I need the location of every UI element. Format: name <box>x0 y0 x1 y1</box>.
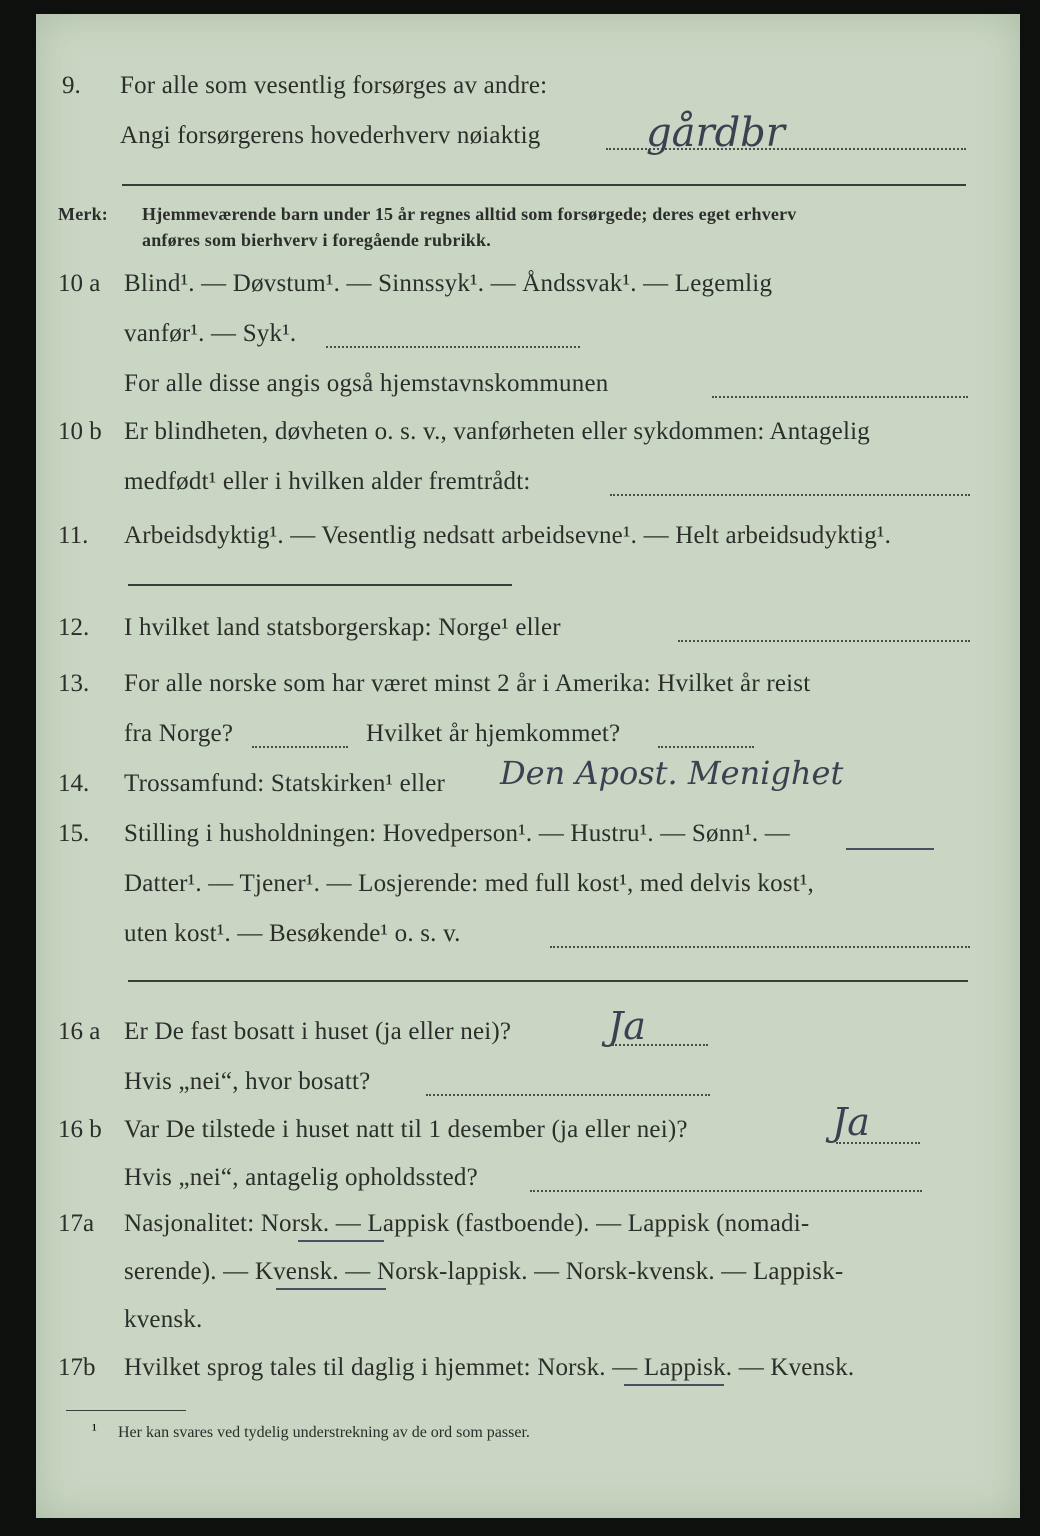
item-number: 12. <box>58 614 90 641</box>
item-text: Hvis „nei“, hvor bosatt? <box>124 1068 371 1095</box>
underline-mark <box>276 1288 386 1290</box>
item-number: 15. <box>58 820 90 847</box>
underline-mark <box>298 1240 384 1242</box>
answer-line <box>122 184 966 186</box>
answer-line <box>530 1190 922 1192</box>
handwritten-answer: gårdbr <box>646 110 785 156</box>
item-text: For alle som vesentlig forsørges av andre: <box>120 72 548 99</box>
item-text: vanfør¹. — Syk¹. <box>124 320 297 347</box>
item-text: fra Norge? <box>124 720 234 747</box>
item-text: kvensk. <box>124 1306 203 1333</box>
item-text: Angi forsørgerens hovederhverv nøiaktig <box>120 122 541 149</box>
item-text: Er blindheten, døvheten o. s. v., vanførheten eller sykdommen: Antagelig <box>124 418 870 445</box>
note-text: Hjemmeværende barn under 15 år regnes alltid som forsørgede; deres eget erhverv <box>142 204 797 224</box>
item-number: 13. <box>58 670 90 697</box>
item-text: Hvilket sprog tales til daglig i hjemmet: Norsk. — Lappisk. — Kvensk. <box>124 1354 855 1381</box>
item-text: Hvis „nei“, antagelig opholdssted? <box>124 1164 478 1191</box>
item-number: 17a <box>58 1210 95 1237</box>
answer-line <box>612 1044 708 1046</box>
item-text: Stilling i husholdningen: Hovedperson¹. — Hustru¹. — Sønn¹. — <box>124 820 790 847</box>
item-number: 10 b <box>58 418 102 445</box>
item-number: 16 b <box>58 1116 102 1143</box>
handwritten-answer: Ja <box>832 1100 870 1144</box>
item-text: Arbeidsdyktig¹. — Vesentlig nedsatt arbeidsevne¹. — Helt arbeidsudyktig¹. <box>124 522 892 549</box>
item-number: 9. <box>62 72 81 99</box>
note-text: anføres som bierhverv i foregående rubrikk. <box>142 230 491 250</box>
item-text: Nasjonalitet: Norsk. — Lappisk (fastboende). — Lappisk (nomadi- <box>124 1210 810 1237</box>
item-text: Var De tilstede i huset natt til 1 desember (ja eller nei)? <box>124 1116 688 1143</box>
item-number: 10 a <box>58 270 101 297</box>
item-text: Hvilket år hjemkommet? <box>366 720 621 747</box>
footnote-rule <box>66 1410 186 1411</box>
answer-line <box>836 1142 920 1144</box>
item-number: 17b <box>58 1354 96 1381</box>
item-text: I hvilket land statsborgerskap: Norge¹ eller <box>124 614 561 641</box>
item-text: medfødt¹ eller i hvilken alder fremtrådt: <box>124 468 531 495</box>
footnote-text: Her kan svares ved tydelig understrekning av de ord som passer. <box>118 1424 530 1441</box>
underline-mark <box>624 1384 724 1386</box>
item-number: 16 a <box>58 1018 101 1045</box>
answer-line <box>326 346 580 348</box>
answer-line <box>128 584 512 586</box>
answer-line <box>658 746 754 748</box>
item-text: Trossamfund: Statskirken¹ eller <box>124 770 446 797</box>
answer-line <box>128 980 968 982</box>
item-text: Datter¹. — Tjener¹. — Losjerende: med full kost¹, med delvis kost¹, <box>124 870 814 897</box>
item-text: serende). — Kvensk. — Norsk-lappisk. — Norsk-kvensk. — Lappisk- <box>124 1258 844 1285</box>
handwritten-answer: Den Apost. Menighet <box>500 754 844 792</box>
answer-line <box>610 494 970 496</box>
item-text: For alle norske som har været minst 2 år i Amerika: Hvilket år reist <box>124 670 811 697</box>
item-number: 14. <box>58 770 90 797</box>
item-text: For alle disse angis også hjemstavnskommunen <box>124 370 609 397</box>
footnote-mark: ¹ <box>92 1422 97 1439</box>
answer-line <box>550 946 970 948</box>
answer-line <box>678 640 970 642</box>
answer-line <box>712 396 968 398</box>
item-text: Er De fast bosatt i huset (ja eller nei)? <box>124 1018 512 1045</box>
item-text: Blind¹. — Døvstum¹. — Sinnssyk¹. — Åndssvak¹. — Legemlig <box>124 270 773 297</box>
census-form-page <box>36 14 1020 1518</box>
answer-line <box>252 746 348 748</box>
item-text: uten kost¹. — Besøkende¹ o. s. v. <box>124 920 461 947</box>
handwritten-answer: Ja <box>608 1004 646 1048</box>
underline-mark <box>846 848 934 850</box>
item-number: 11. <box>58 522 89 549</box>
note-label: Merk: <box>58 204 108 224</box>
answer-line <box>426 1094 710 1096</box>
